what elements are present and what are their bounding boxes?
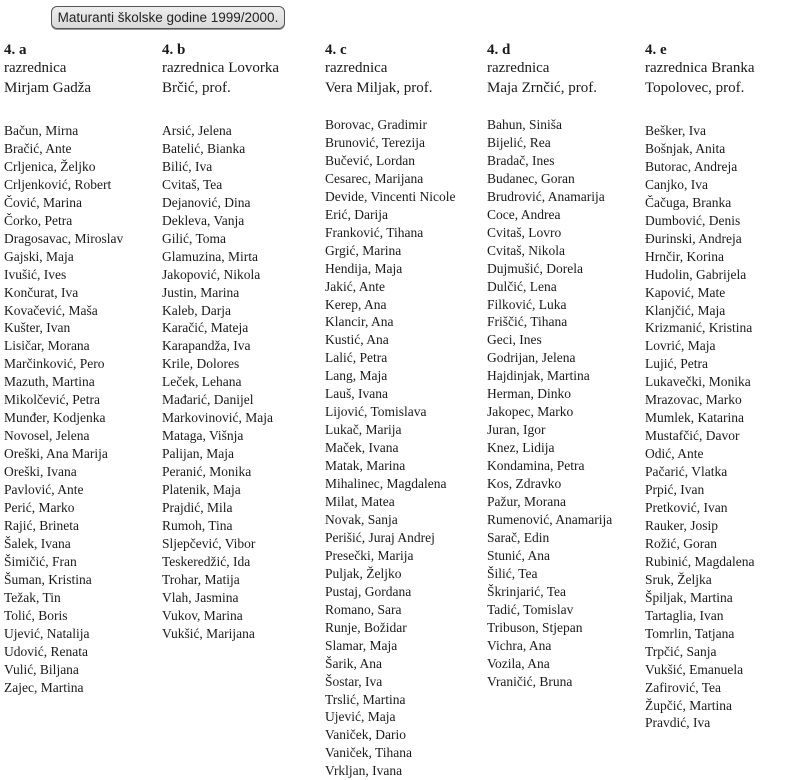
student-name: Budanec, Goran: [487, 170, 575, 186]
student-name: Arsić, Jelena: [162, 123, 232, 138]
student-name: Pustaj, Gordana: [325, 583, 412, 599]
student-name: Rauker, Josip: [645, 517, 718, 533]
student-name: Rajić, Brineta: [4, 517, 79, 533]
student-name: Bilić, Iva: [162, 158, 213, 174]
student-name: Bučević, Lordan: [325, 152, 415, 168]
student-name: Rožić, Goran: [645, 535, 717, 551]
student-name: Mađarić, Danijel: [162, 392, 254, 408]
student-name: Herman, Dinko: [487, 386, 571, 402]
student-name: Krile, Dolores: [162, 356, 240, 372]
student-name: Kovačević, Maša: [4, 302, 98, 318]
student-name: Vrkljan, Ivana: [325, 763, 403, 779]
student-name: Trpčić, Sanja: [645, 643, 717, 659]
class-column-4b: [162, 40, 322, 643]
teacher-line: razrednica: [4, 60, 67, 76]
student-name: Krizmanić, Kristina: [645, 320, 753, 336]
class-name: 4. e: [645, 42, 667, 58]
student-name: Dekleva, Vanja: [162, 212, 245, 228]
student-name: Runje, Božidar: [325, 619, 407, 635]
teacher-line: Mirjam Gadža: [4, 80, 92, 96]
student-name: Mazuth, Martina: [4, 374, 95, 390]
page-title: Maturanti školske godine 1999/2000.: [51, 6, 285, 29]
student-name: Kapović, Mate: [645, 284, 726, 300]
student-name: Šarik, Ana: [325, 655, 382, 671]
teacher-line: razrednica Lovorka: [162, 60, 280, 76]
class-teacher: [325, 58, 485, 120]
student-name: Ujević, Maja: [325, 709, 396, 725]
student-name: Jakopec, Marko: [487, 404, 574, 420]
student-name: Gilić, Toma: [162, 230, 227, 246]
student-name: Geci, Ines: [487, 332, 542, 348]
student-name: Mrazovac, Marko: [645, 392, 742, 408]
class-teacher: [4, 58, 164, 120]
student-name: Bačun, Mirna: [4, 123, 79, 138]
student-name: Tadić, Tomislav: [487, 601, 574, 617]
student-name: Crljenica, Željko: [4, 158, 96, 174]
student-name: Palijan, Maja: [162, 446, 234, 462]
student-name: Erić, Darija: [325, 206, 388, 222]
student-name: Kustić, Ana: [325, 332, 389, 348]
student-name: Lang, Maja: [325, 368, 388, 384]
student-name: Tribuson, Stjepan: [487, 619, 583, 635]
student-name: Zafirović, Tea: [645, 679, 722, 695]
student-name: Cvitaš, Lovro: [487, 224, 562, 240]
student-name: Butorac, Andreja: [645, 158, 738, 174]
student-name: Vukov, Marina: [162, 607, 243, 623]
student-name: Rumenović, Anamarija: [487, 511, 613, 527]
student-name: Brudrović, Anamarija: [487, 188, 605, 204]
student-name: Hudolin, Gabrijela: [645, 266, 747, 282]
student-name: Sarač, Edin: [487, 529, 550, 545]
student-name: Lalić, Petra: [325, 350, 388, 366]
student-name: Perišić, Juraj Andrej: [325, 529, 435, 545]
student-name: Cesarec, Marijana: [325, 170, 424, 186]
student-list: [487, 116, 647, 691]
student-name: Jakopović, Nikola: [162, 266, 261, 282]
student-name: Lukavečki, Monika: [645, 374, 751, 390]
student-name: Vraničić, Bruna: [487, 673, 573, 689]
student-name: Tartaglia, Ivan: [645, 607, 724, 623]
student-name: Odić, Ante: [645, 446, 704, 462]
student-name: Bradač, Ines: [487, 152, 555, 168]
class-name: 4. a: [4, 42, 27, 58]
student-name: Prpić, Ivan: [645, 482, 705, 498]
student-name: Karačić, Mateja: [162, 320, 249, 336]
student-name: Pačarić, Vlatka: [645, 464, 728, 480]
student-name: Karapandža, Iva: [162, 338, 251, 354]
student-name: Lukač, Marija: [325, 422, 402, 438]
student-name: Šimičić, Fran: [4, 553, 77, 569]
student-name: Ivušić, Ives: [4, 266, 67, 282]
student-name: Pretković, Ivan: [645, 500, 728, 516]
student-name: Godrijan, Jelena: [487, 350, 576, 366]
student-name: Matak, Marina: [325, 458, 406, 474]
student-name: Trslić, Martina: [325, 691, 406, 707]
student-name: Cvitaš, Nikola: [487, 242, 565, 258]
student-name: Lujić, Petra: [645, 356, 708, 372]
student-name: Ujević, Natalija: [4, 625, 90, 641]
student-name: Trohar, Matija: [162, 571, 240, 587]
student-name: Kerep, Ana: [325, 296, 387, 312]
student-name: Lisičar, Morana: [4, 338, 90, 354]
student-name: Šalek, Ivana: [4, 535, 71, 551]
class-teacher: [487, 58, 647, 120]
student-name: Bošnjak, Anita: [645, 140, 726, 156]
student-name: Knez, Lidija: [487, 440, 555, 456]
student-name: Stunić, Ana: [487, 547, 550, 563]
student-name: Novosel, Jelena: [4, 428, 90, 444]
student-name: Prajdić, Mila: [162, 500, 233, 516]
class-name: 4. c: [325, 42, 347, 58]
class-column-4e: [645, 40, 800, 732]
student-name: Dejanović, Dina: [162, 194, 251, 210]
student-name: Juran, Igor: [487, 422, 546, 438]
student-name: Puljak, Željko: [325, 565, 402, 581]
student-name: Oreški, Ana Marija: [4, 446, 108, 462]
student-name: Težak, Tin: [4, 589, 61, 605]
teacher-line: Brčić, prof.: [162, 80, 231, 96]
student-name: Batelić, Bianka: [162, 140, 246, 156]
teacher-line: razrednica: [325, 60, 388, 76]
student-name: Župčić, Martina: [645, 697, 732, 713]
student-name: Platenik, Maja: [162, 482, 241, 498]
student-name: Čačuga, Branka: [645, 194, 732, 210]
class-column-4c: [325, 40, 485, 780]
student-name: Hendija, Maja: [325, 260, 403, 276]
student-name: Grgić, Marina: [325, 242, 402, 258]
student-name: Pažur, Morana: [487, 494, 566, 510]
student-name: Vukšić, Marijana: [162, 625, 255, 641]
student-name: Vlah, Jasmina: [162, 589, 239, 605]
student-name: Vozila, Ana: [487, 655, 550, 671]
student-list: [325, 116, 485, 780]
class-teacher: [645, 58, 800, 120]
student-list: [645, 122, 800, 732]
student-name: Friščić, Tihana: [487, 314, 568, 330]
student-name: Bračić, Ante: [4, 140, 72, 156]
student-name: Jakić, Ante: [325, 278, 385, 294]
student-name: Glamuzina, Mirta: [162, 248, 258, 264]
student-name: Marčinković, Pero: [4, 356, 105, 372]
student-name: Presečki, Marija: [325, 547, 414, 563]
student-name: Canjko, Iva: [645, 176, 708, 192]
student-name: Teskeredžić, Ida: [162, 553, 251, 569]
student-name: Sruk, Željka: [645, 571, 712, 587]
class-column-4a: [4, 40, 164, 697]
student-name: Dujmušić, Dorela: [487, 260, 583, 276]
student-name: Oreški, Ivana: [4, 464, 77, 480]
student-name: Čorko, Petra: [4, 212, 73, 228]
student-name: Filković, Luka: [487, 296, 567, 312]
student-name: Klanjčić, Maja: [645, 302, 726, 318]
teacher-line: Vera Miljak, prof.: [325, 80, 433, 96]
student-name: Zajec, Martina: [4, 679, 84, 695]
student-name: Cvitaš, Tea: [162, 176, 223, 192]
student-name: Borovac, Gradimir: [325, 117, 427, 132]
student-name: Kaleb, Darja: [162, 302, 231, 318]
student-name: Munđer, Kodjenka: [4, 410, 106, 426]
student-name: Mumlek, Katarina: [645, 410, 744, 426]
teacher-line: razrednica Branka: [645, 60, 755, 76]
student-name: Klancir, Ana: [325, 314, 394, 330]
teacher-line: Maja Zrnčić, prof.: [487, 80, 597, 96]
student-name: Šilić, Tea: [487, 565, 538, 581]
student-name: Coce, Andrea: [487, 206, 561, 222]
student-name: Markovinović, Maja: [162, 410, 273, 426]
student-name: Perić, Marko: [4, 500, 75, 516]
student-name: Špiljak, Martina: [645, 589, 733, 605]
student-name: Vichra, Ana: [487, 637, 552, 653]
student-name: Šuman, Kristina: [4, 571, 92, 587]
student-name: Rubinić, Magdalena: [645, 553, 755, 569]
student-name: Tomrlin, Tatjana: [645, 625, 735, 641]
class-name: 4. d: [487, 42, 511, 58]
student-name: Justin, Marina: [162, 284, 240, 300]
student-list: [162, 122, 322, 643]
student-name: Vulić, Biljana: [4, 661, 79, 677]
student-name: Šostar, Iva: [325, 673, 383, 689]
student-name: Milat, Matea: [325, 494, 395, 510]
student-name: Brunović, Terezija: [325, 134, 426, 150]
student-name: Bijelić, Rea: [487, 134, 551, 150]
student-name: Čović, Marina: [4, 194, 82, 210]
student-name: Pravdić, Iva: [645, 715, 711, 731]
student-name: Kušter, Ivan: [4, 320, 71, 336]
student-name: Rumoh, Tina: [162, 517, 233, 533]
student-name: Vaniček, Tihana: [325, 745, 412, 761]
student-name: Maček, Ivana: [325, 440, 399, 456]
student-name: Bahun, Siniša: [487, 117, 563, 132]
student-name: Lauš, Ivana: [325, 386, 388, 402]
student-name: Devide, Vincenti Nicole: [325, 188, 456, 204]
student-name: Slamar, Maja: [325, 637, 398, 653]
student-name: Kondamina, Petra: [487, 458, 585, 474]
student-name: Crljenković, Robert: [4, 176, 112, 192]
student-name: Dulčić, Lena: [487, 278, 557, 294]
class-column-4d: [487, 40, 647, 691]
student-list: [4, 122, 164, 697]
student-name: Udović, Renata: [4, 643, 88, 659]
student-name: Mikolčević, Petra: [4, 392, 100, 408]
student-name: Končurat, Iva: [4, 284, 79, 300]
student-name: Kos, Zdravko: [487, 476, 562, 492]
student-name: Lijović, Tomislava: [325, 404, 427, 420]
student-name: Bešker, Iva: [645, 123, 706, 138]
student-name: Mataga, Višnja: [162, 428, 244, 444]
student-name: Mustafčić, Davor: [645, 428, 740, 444]
student-name: Hajdinjak, Martina: [487, 368, 590, 384]
student-name: Škrinjarić, Tea: [487, 583, 567, 599]
student-name: Đurinski, Andreja: [645, 230, 742, 246]
student-name: Dumbović, Denis: [645, 212, 741, 228]
student-name: Romano, Sara: [325, 601, 402, 617]
student-name: Franković, Tihana: [325, 224, 424, 240]
student-name: Mihalinec, Magdalena: [325, 476, 447, 492]
student-name: Sljepčević, Vibor: [162, 535, 256, 551]
student-name: Gajski, Maja: [4, 248, 74, 264]
teacher-line: razrednica: [487, 60, 550, 76]
class-teacher: [162, 58, 322, 120]
student-name: Leček, Lehana: [162, 374, 242, 390]
student-name: Pavlović, Ante: [4, 482, 84, 498]
student-name: Vukšić, Emanuela: [645, 661, 744, 677]
student-name: Lovrić, Maja: [645, 338, 716, 354]
student-name: Novak, Sanja: [325, 511, 398, 527]
student-name: Vaniček, Dario: [325, 727, 406, 743]
student-name: Tolić, Boris: [4, 607, 68, 623]
student-name: Peranić, Monika: [162, 464, 252, 480]
student-name: Hrnčir, Korina: [645, 248, 724, 264]
student-name: Dragosavac, Miroslav: [4, 230, 124, 246]
class-name: 4. b: [162, 42, 186, 58]
teacher-line: Topolovec, prof.: [645, 80, 745, 96]
